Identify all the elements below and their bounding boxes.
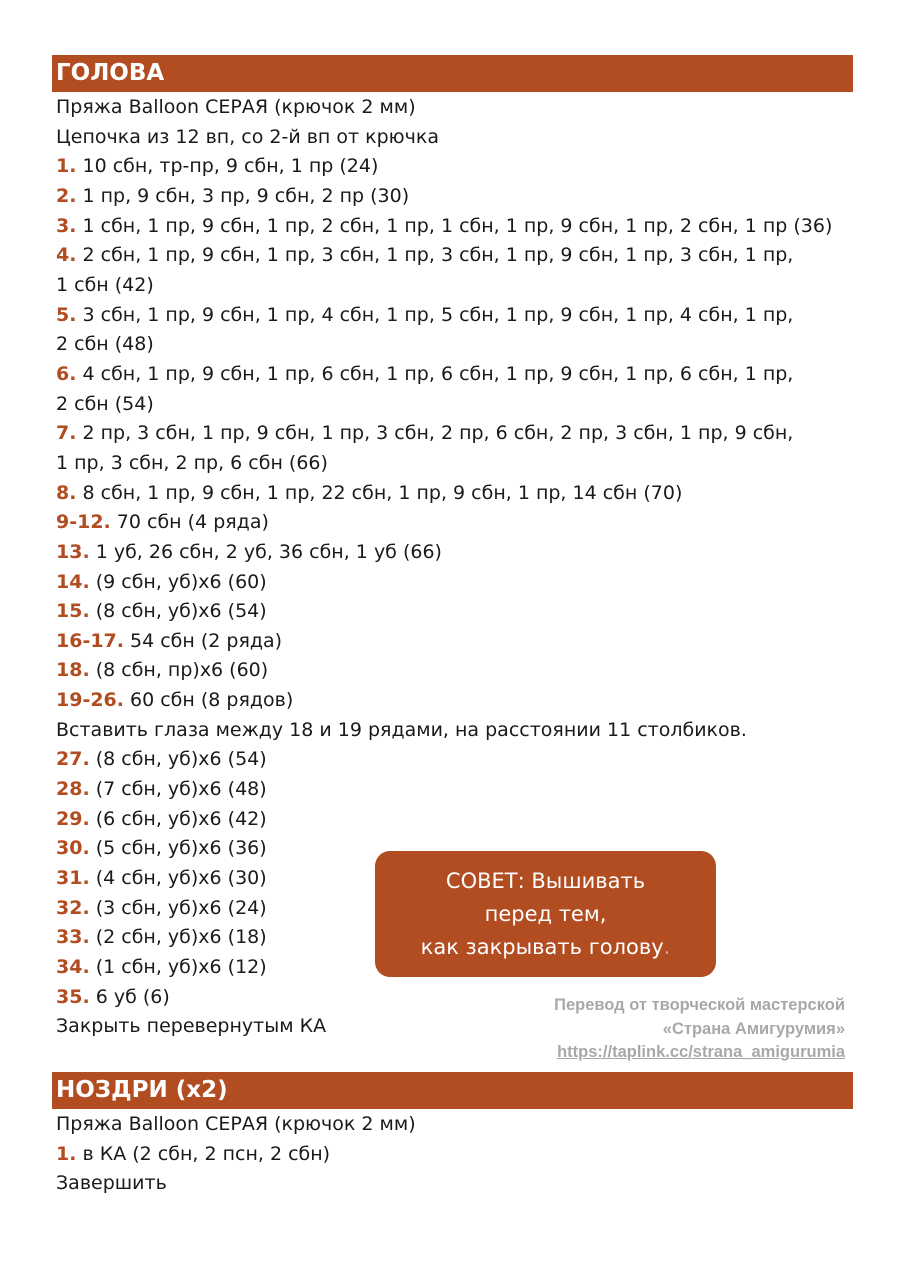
row-text: (6 сбн, уб)х6 (42)	[89, 807, 267, 830]
row-number: 4.	[56, 244, 77, 267]
instruction-line	[56, 1140, 856, 1170]
row-text: 3 сбн, 1 пр, 9 сбн, 1 пр, 4 сбн, 1 пр, 5 сбн, 1 пр, 9 сбн, 1 пр, 4 сбн, 1 пр,	[76, 303, 794, 326]
row-text: (1 сбн, уб)х6 (12)	[89, 956, 267, 979]
nostrils-instructions	[56, 1110, 856, 1199]
credit-line: Перевод от творческой мастерской	[554, 996, 845, 1014]
instruction-line	[56, 360, 856, 390]
row-text: (8 сбн, пр)х6 (60)	[89, 659, 269, 682]
instruction-line	[56, 182, 856, 212]
row-number: 33.	[56, 926, 90, 949]
row-text: 54 сбн (2 ряда)	[123, 629, 283, 652]
row-text: в КА (2 сбн, 2 псн, 2 сбн)	[76, 1142, 331, 1165]
instruction-line	[56, 390, 856, 420]
instruction-line	[56, 449, 856, 479]
credit-studio-name: «Страна Амигурумия»	[662, 1019, 845, 1038]
row-number: 19-26.	[56, 689, 124, 712]
row-number: 31.	[56, 867, 90, 890]
row-text: 6 уб (6)	[89, 985, 170, 1008]
row-text: (8 сбн, уб)х6 (54)	[89, 600, 267, 623]
row-number: 1.	[56, 155, 77, 178]
row-number: 18.	[56, 659, 90, 682]
instruction-line	[56, 212, 856, 242]
row-text: 4 сбн, 1 пр, 9 сбн, 1 пр, 6 сбн, 1 пр, 6 сбн, 1 пр, 9 сбн, 1 пр, 6 сбн, 1 пр,	[76, 362, 794, 385]
instruction-line	[56, 775, 856, 805]
row-text: Закрыть перевернутым КА	[56, 1015, 327, 1038]
row-number: 15.	[56, 600, 90, 623]
row-text: 8 сбн, 1 пр, 9 сбн, 1 пр, 22 сбн, 1 пр, 9 сбн, 1 пр, 14 сбн (70)	[76, 481, 683, 504]
instruction-line	[56, 271, 856, 301]
instruction-line	[56, 538, 856, 568]
row-text: Пряжа Balloon СЕРАЯ (крючок 2 мм)	[56, 96, 416, 118]
instruction-line	[56, 93, 856, 123]
row-number: 6.	[56, 362, 77, 385]
row-text: (8 сбн, уб)х6 (54)	[89, 748, 267, 771]
row-text: 2 сбн (54)	[56, 392, 154, 415]
instruction-line	[56, 627, 856, 657]
instruction-line	[56, 241, 856, 271]
row-text: Вставить глаза между 18 и 19 рядами, на расстоянии 11 столбиков.	[56, 718, 747, 741]
row-text: 1 пр, 3 сбн, 2 пр, 6 сбн (66)	[56, 451, 328, 474]
row-text: 60 сбн (8 рядов)	[123, 689, 294, 712]
row-text: Завершить	[56, 1172, 167, 1195]
row-text: 10 сбн, тр-пр, 9 сбн, 1 пр (24)	[76, 155, 379, 178]
row-text: 1 сбн (42)	[56, 273, 154, 296]
row-text: 2 сбн (48)	[56, 333, 154, 356]
nostrils-section-title: НОЗДРИ (х2)	[56, 1077, 228, 1103]
instruction-line	[56, 508, 856, 538]
row-number: 28.	[56, 778, 90, 801]
row-number: 16-17.	[56, 629, 124, 652]
instruction-line	[56, 568, 856, 598]
row-number: 1.	[56, 1142, 77, 1165]
row-text: (3 сбн, уб)х6 (24)	[89, 896, 267, 919]
row-number: 14.	[56, 570, 90, 593]
row-number: 29.	[56, 807, 90, 830]
row-number: 5.	[56, 303, 77, 326]
tip-line: СОВЕТ: Вышивать	[445, 869, 646, 893]
head-section-header	[52, 55, 853, 92]
instruction-line	[56, 1110, 856, 1140]
row-number: 3.	[56, 214, 77, 237]
row-text: 1 пр, 9 сбн, 3 пр, 9 сбн, 2 пр (30)	[76, 184, 410, 207]
row-text: 1 уб, 26 сбн, 2 уб, 36 сбн, 1 уб (66)	[89, 540, 442, 563]
row-number: 9-12.	[56, 511, 111, 534]
instruction-line	[56, 716, 856, 746]
instruction-line	[56, 123, 856, 153]
row-number: 13.	[56, 540, 90, 563]
row-text: (4 сбн, уб)х6 (30)	[89, 867, 267, 890]
tip-line: перед тем,	[484, 902, 607, 926]
row-text: 2 пр, 3 сбн, 1 пр, 9 сбн, 1 пр, 3 сбн, 2 пр, 6 сбн, 2 пр, 3 сбн, 1 пр, 9 сбн,	[76, 422, 794, 445]
instruction-line	[56, 479, 856, 509]
row-number: 2.	[56, 184, 77, 207]
row-text: (9 сбн, уб)х6 (60)	[89, 570, 267, 593]
instruction-line	[56, 301, 856, 331]
instruction-line	[56, 656, 856, 686]
row-number: 30.	[56, 837, 90, 860]
row-text: (2 сбн, уб)х6 (18)	[89, 926, 267, 949]
row-text: (7 сбн, уб)х6 (48)	[89, 778, 267, 801]
tip-line	[375, 931, 716, 964]
nostrils-section-header	[52, 1072, 853, 1109]
row-text: Цепочка из 12 вп, со 2-й вп от крючка	[56, 125, 439, 148]
row-number: 34.	[56, 956, 90, 979]
row-number: 27.	[56, 748, 90, 771]
translation-credit	[554, 994, 845, 1065]
credit-link[interactable]: https://taplink.cc/strana_amigurumia	[557, 1043, 845, 1061]
instruction-line	[56, 419, 856, 449]
tip-line-text: как закрывать голову	[420, 935, 664, 959]
head-section-title: ГОЛОВА	[56, 60, 165, 86]
tip-dot: .	[663, 935, 671, 959]
row-number: 35.	[56, 985, 90, 1008]
row-text: 1 сбн, 1 пр, 9 сбн, 1 пр, 2 сбн, 1 пр, 1 сбн, 1 пр, 9 сбн, 1 пр, 2 сбн, 1 пр (36)	[76, 214, 833, 237]
row-text: 70 сбн (4 ряда)	[110, 511, 269, 534]
instruction-line	[56, 686, 856, 716]
row-number: 32.	[56, 896, 90, 919]
row-text: (5 сбн, уб)х6 (36)	[89, 837, 267, 860]
instruction-line	[56, 805, 856, 835]
instruction-line	[56, 330, 856, 360]
instruction-line	[56, 152, 856, 182]
row-number: 7.	[56, 422, 77, 445]
instruction-line	[56, 745, 856, 775]
row-number: 8.	[56, 481, 77, 504]
tip-box	[375, 851, 716, 977]
row-text: 2 сбн, 1 пр, 9 сбн, 1 пр, 3 сбн, 1 пр, 3 сбн, 1 пр, 9 сбн, 1 пр, 3 сбн, 1 пр,	[76, 244, 794, 267]
instruction-line	[56, 597, 856, 627]
instruction-line	[56, 1169, 856, 1199]
row-text: Пряжа Balloon СЕРАЯ (крючок 2 мм)	[56, 1113, 416, 1135]
